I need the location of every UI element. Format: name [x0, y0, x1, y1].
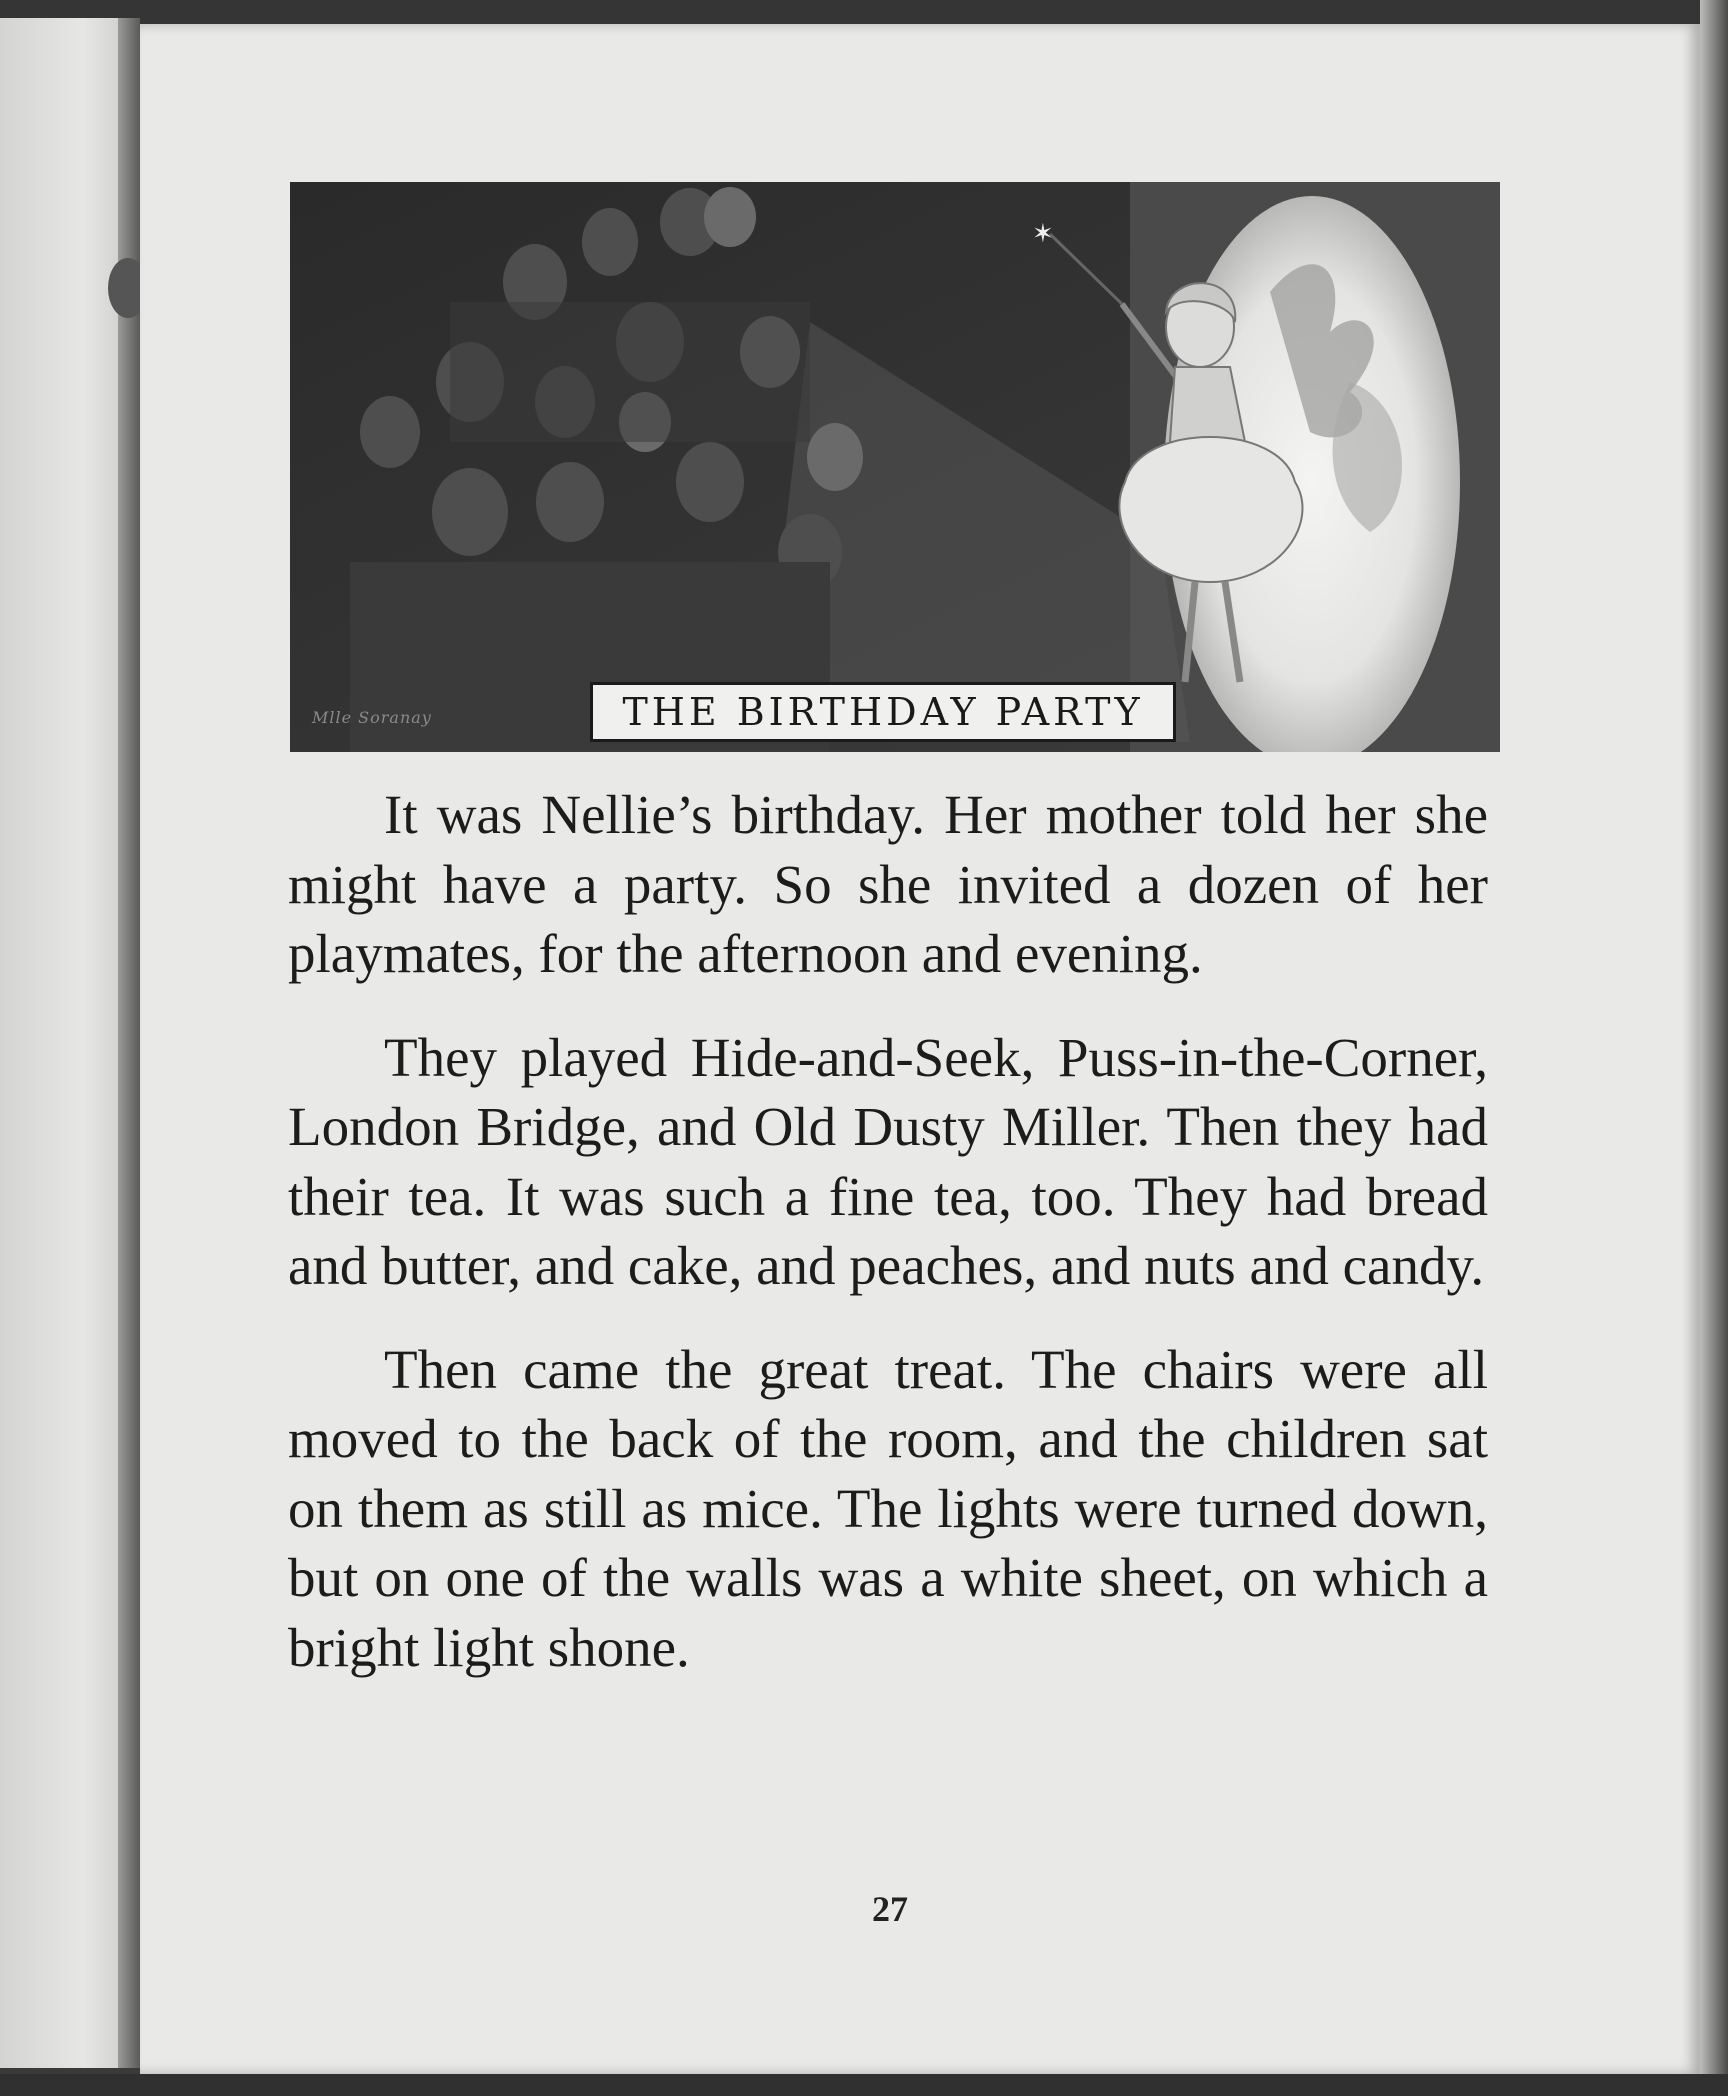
- illustration-caption-box: [590, 682, 1176, 742]
- svg-text:✶: ✶: [1032, 219, 1054, 249]
- paragraph-2: They played Hide-and-Seek, Puss-in-the-Corner, London Bridge, and Old Dusty Miller. Then they had their tea. It was such a fine tea, too. They had bread and butter, and cake, and peaches, and nuts and candy.: [288, 1026, 1488, 1296]
- artist-signature: Mlle Soranay: [312, 708, 432, 727]
- scan-top-border: [0, 0, 1728, 24]
- page-right-edge: [1700, 0, 1728, 2096]
- illustration-caption: THE BIRTHDAY PARTY: [622, 690, 1144, 734]
- gutter-shadow: [118, 18, 140, 2068]
- facing-page-edge: [0, 18, 140, 2068]
- page-number: 27: [872, 1889, 908, 1929]
- scan-bottom-border: [0, 2074, 1728, 2096]
- paragraph-1: It was Nellie’s birthday. Her mother told her she might have a party. So she invited a dozen of her playmates, for the afternoon and evening.: [288, 784, 1488, 984]
- birthday-party-illustration: [290, 182, 1500, 752]
- story-text: [288, 780, 1488, 1716]
- paragraph-3: Then came the great treat. The chairs were all moved to the back of the room, and the children sat on them as still as mice. The lights were turned down, but on one of the walls was a white sheet, on which a bright light shone.: [288, 1338, 1488, 1678]
- illustration-artwork: [290, 182, 1500, 752]
